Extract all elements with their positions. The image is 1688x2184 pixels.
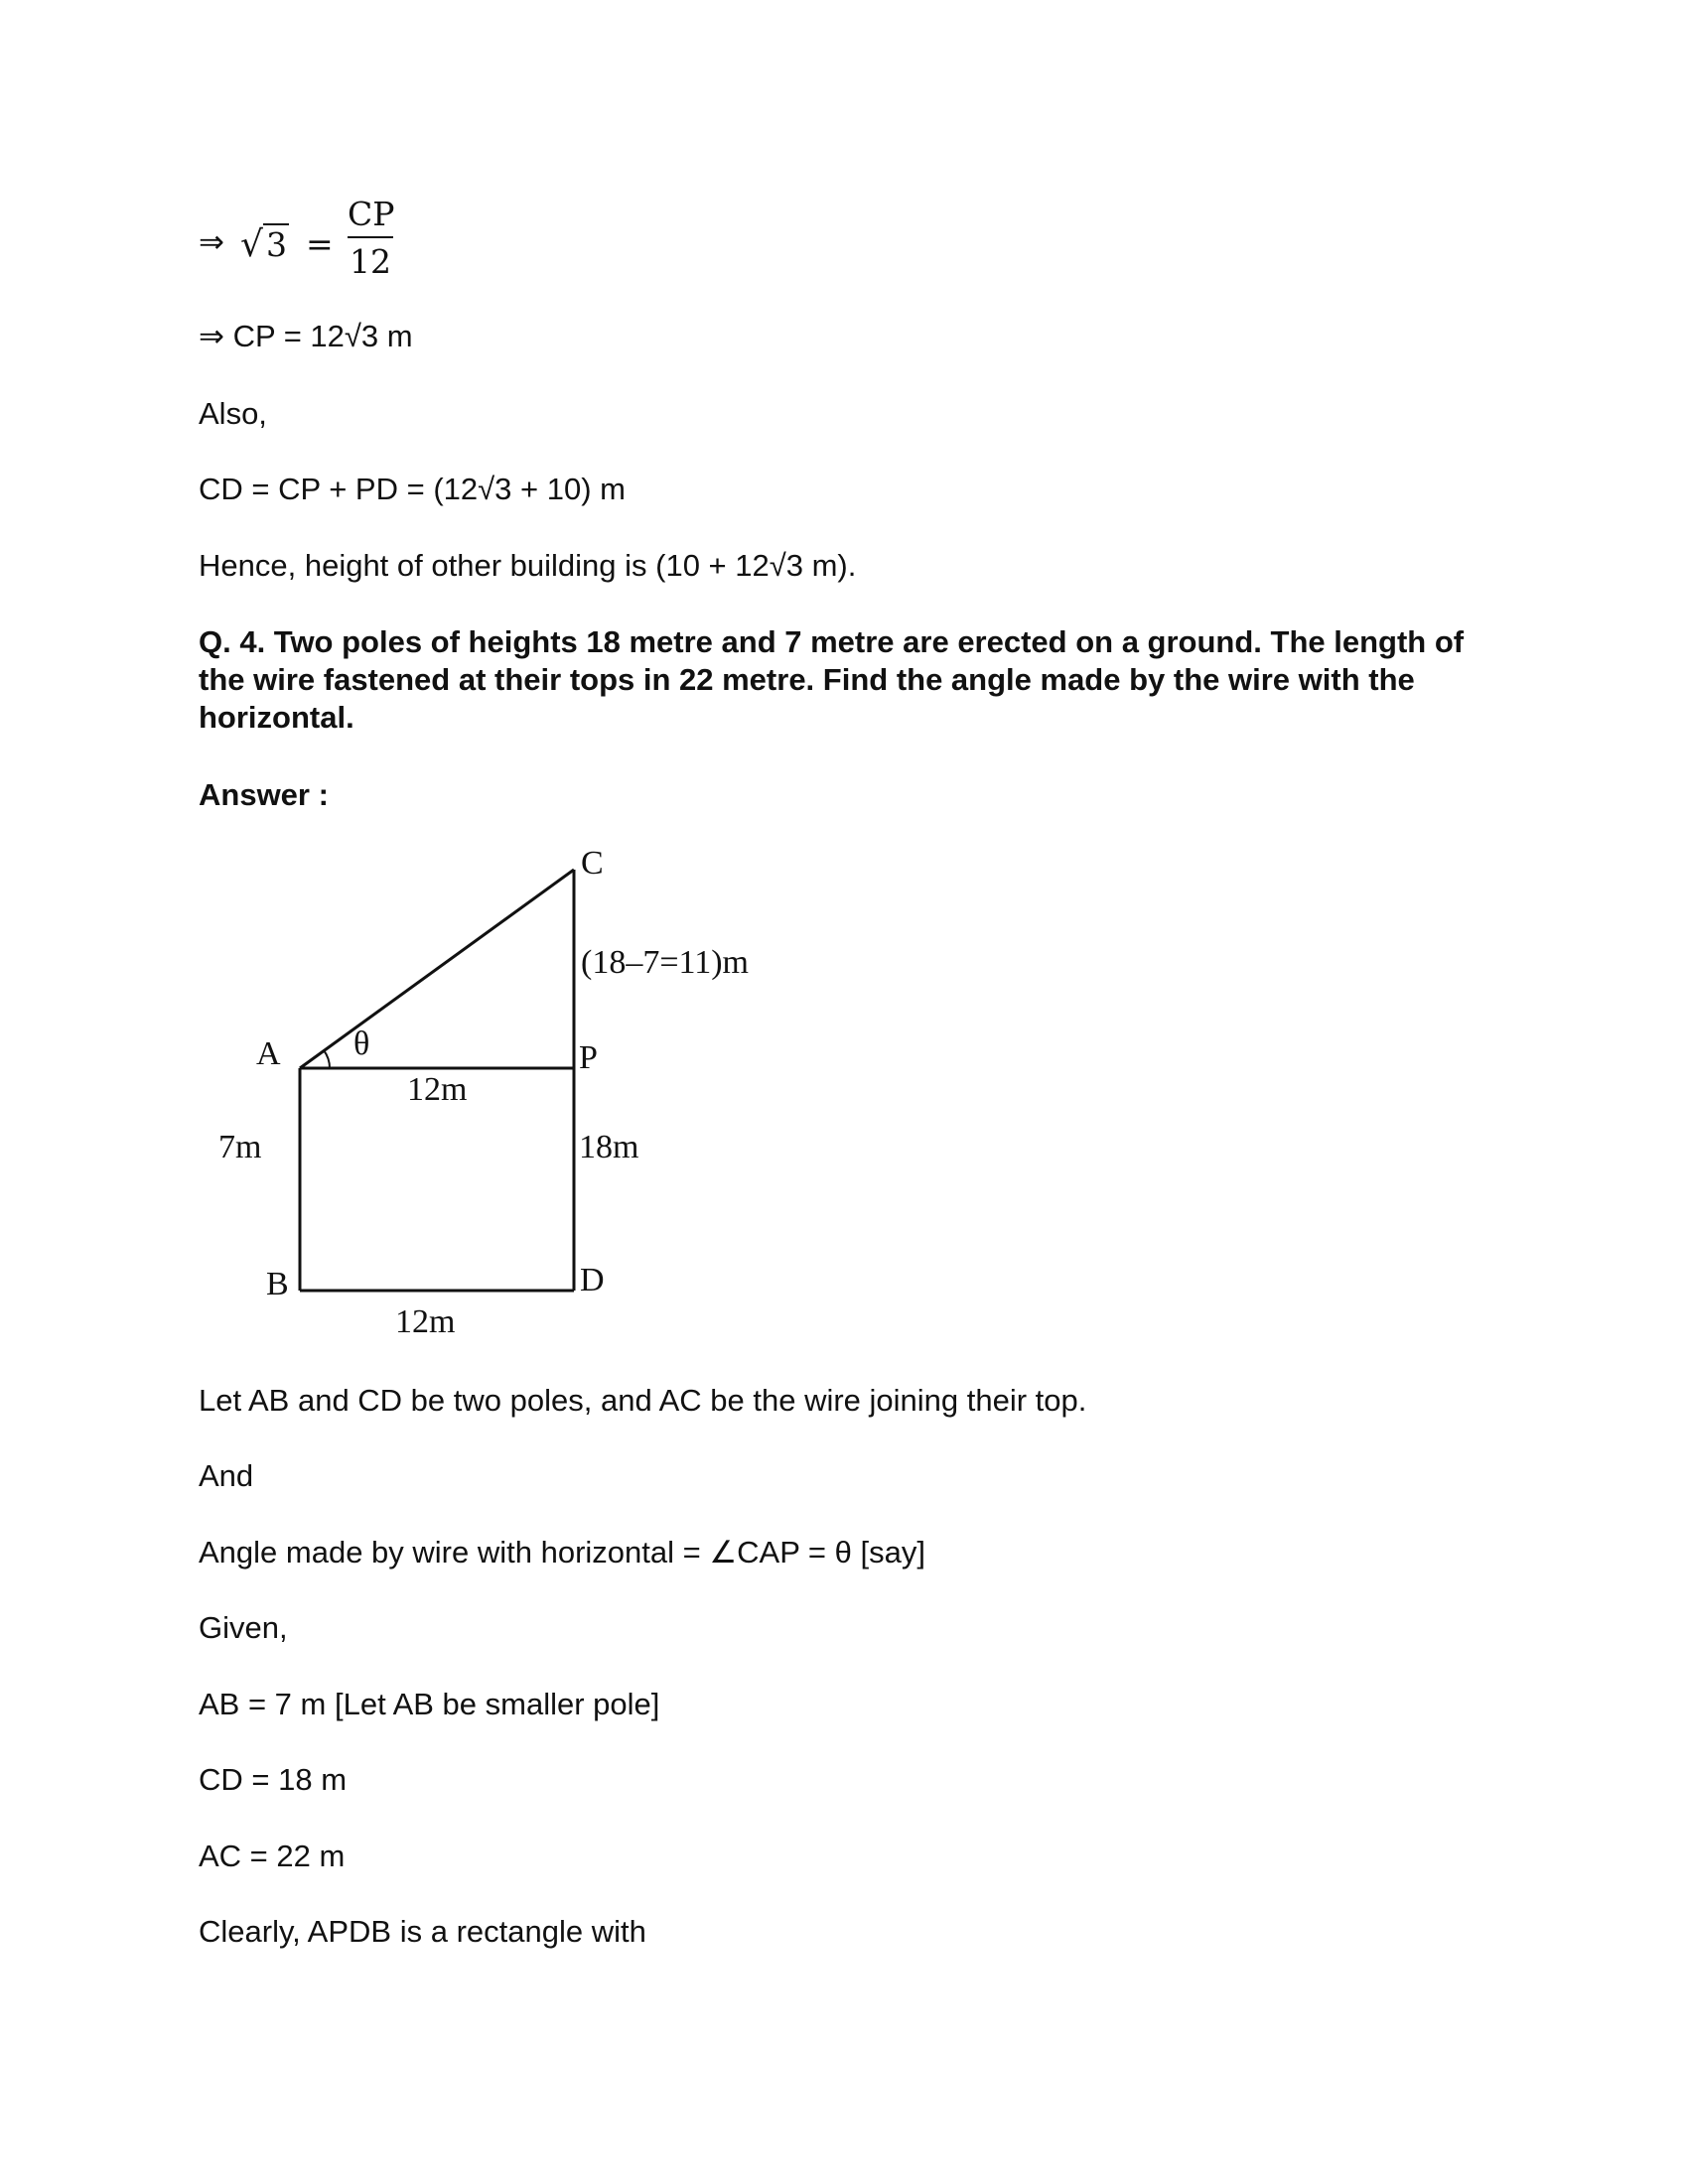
wire-ac [300,870,574,1068]
hence-line: Hence, height of other building is (10 + 12√3 m). [199,548,857,583]
label-p: P [579,1039,598,1076]
label-cd-length: 18m [579,1129,639,1165]
cp-value-line: ⇒ CP = 12√3 m [199,319,413,353]
fraction-denominator: 12 [350,242,391,281]
radicand: 3 [263,223,289,264]
label-d: D [580,1262,605,1298]
label-c: C [581,845,604,882]
label-theta: θ [353,1025,370,1062]
equals-sign: = [306,224,334,263]
solution-line-5: AB = 7 m [Let AB be smaller pole] [199,1687,660,1721]
label-ab-length: 7m [218,1129,262,1165]
solution-line-4: Given, [199,1610,288,1645]
solution-line-1: Let AB and CD be two poles, and AC be the wire joining their top. [199,1383,1087,1418]
fraction-numerator: CP [348,195,395,233]
solution-line-2: And [199,1458,254,1493]
also-line: Also, [199,396,267,431]
label-cp-length: (18–7=11)m [581,944,750,981]
implies-arrow: ⇒ [199,224,224,259]
poles-wire-diagram [199,834,794,1350]
answer-label: Answer : [199,777,329,812]
label-ap-length: 12m [407,1071,468,1108]
solution-line-7: AC = 22 m [199,1839,346,1873]
fraction-cp-over-12 [348,195,393,282]
fraction-bar [348,236,393,238]
solution-line-3: Angle made by wire with horizontal = ∠CAP = θ [say] [199,1535,925,1570]
solution-line-6: CD = 18 m [199,1762,348,1797]
sqrt-3 [240,224,289,265]
question-4: Q. 4. Two poles of heights 18 metre and 7 metre are erected on a ground. The length of the wire fastened at their tops in 22 metre. Find the angle made by the wire with the horizontal. [199,624,1465,735]
angle-theta-arc [324,1050,330,1068]
cd-sum-line: CD = CP + PD = (12√3 + 10) m [199,472,626,506]
label-b: B [266,1266,289,1302]
label-a: A [256,1035,281,1072]
solution-line-8: Clearly, APDB is a rectangle with [199,1914,646,1949]
label-bd-length: 12m [395,1303,456,1340]
radical-symbol: √ [240,224,263,265]
